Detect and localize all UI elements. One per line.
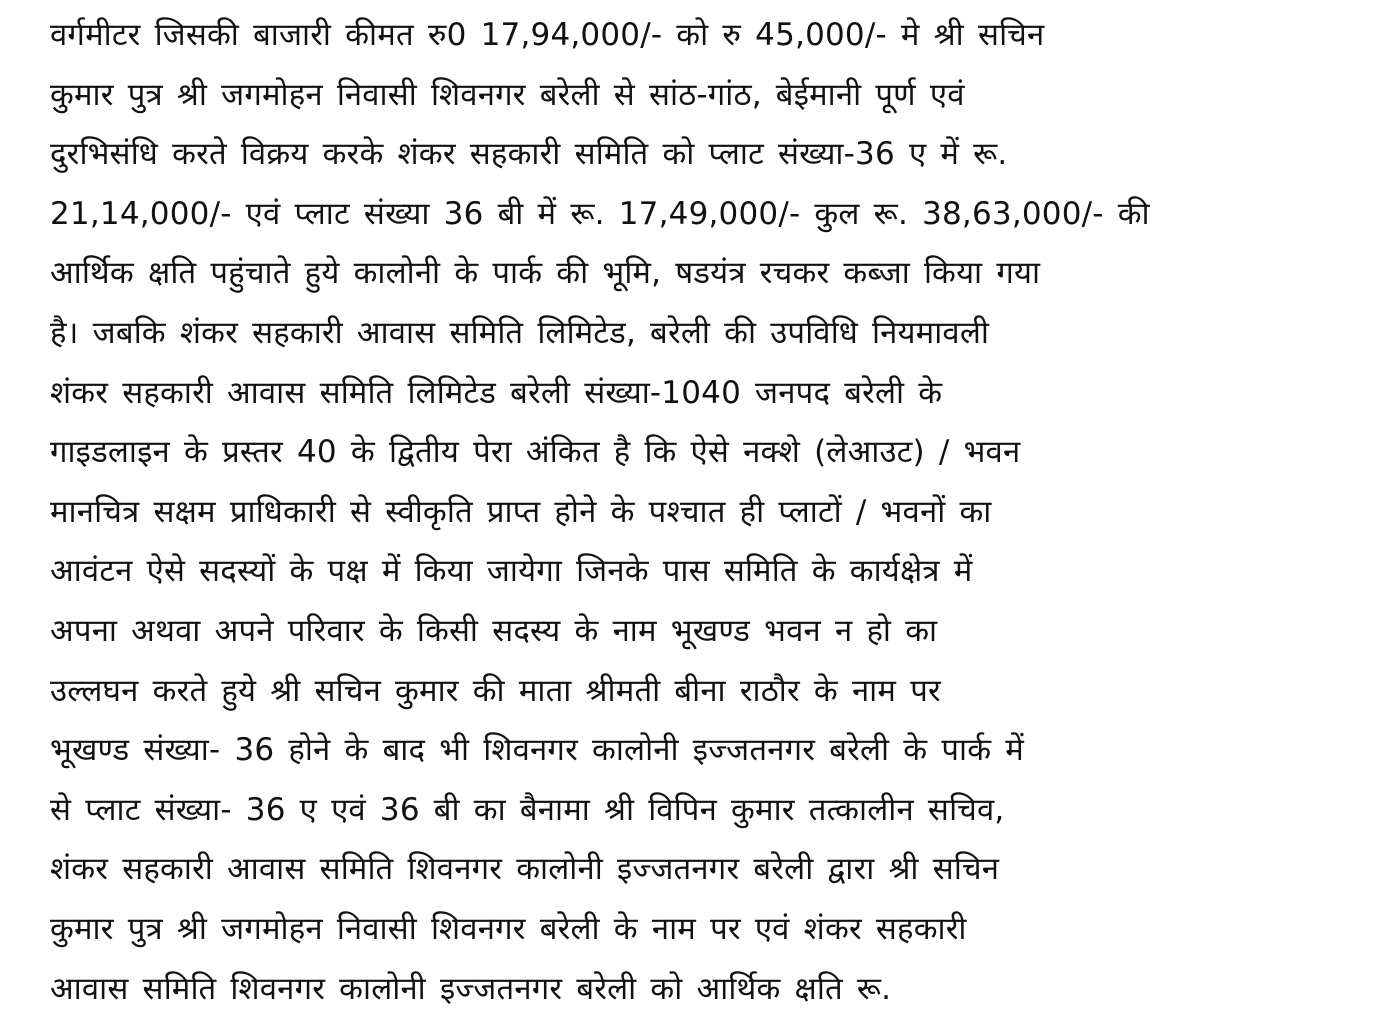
- text-line-15: शंकर सहकारी आवास समिति शिवनगर कालोनी इज्जतनगर बरेली द्वारा श्री सचिन: [50, 851, 1000, 888]
- body-paragraph: [50, 6, 1370, 1019]
- text-line-14: से प्लाट संख्या- 36 ए एवं 36 बी का बैनामा श्री विपिन कुमार तत्कालीन सचिव,: [50, 791, 1005, 828]
- text-line-11: अपना अथवा अपने परिवार के किसी सदस्य के नाम भूखण्ड भवन न हो का: [50, 612, 938, 649]
- text-line-4: 21,14,000/- एवं प्लाट संख्या 36 बी में रू. 17,49,000/- कुल रू. 38,63,000/- की: [50, 195, 1150, 232]
- text-line-3: दुरभिसंधि करते विक्रय करके शंकर सहकारी समिति को प्लाट संख्या-36 ए में रू.: [50, 136, 1008, 173]
- text-line-6: है। जबकि शंकर सहकारी आवास समिति लिमिटेड, बरेली की उपविधि नियमावली: [50, 314, 990, 351]
- text-line-16: कुमार पुत्र श्री जगमोहन निवासी शिवनगर बरेली के नाम पर एवं शंकर सहकारी: [50, 910, 967, 947]
- text-line-1: वर्गमीटर जिसकी बाजारी कीमत रु0 17,94,000/- को रु 45,000/- मे श्री सचिन: [50, 17, 1045, 53]
- text-line-12: उल्लघन करते हुये श्री सचिन कुमार की माता श्रीमती बीना राठौर के नाम पर: [50, 672, 941, 709]
- text-line-9: मानचित्र सक्षम प्राधिकारी से स्वीकृति प्राप्त होने के पश्चात ही प्लाटों / भवनों का: [50, 493, 992, 530]
- text-line-5: आर्थिक क्षति पहुंचाते हुये कालोनी के पार्क की भूमि, षडयंत्र रचकर कब्जा किया गया: [50, 255, 1041, 292]
- text-line-8: गाइडलाइन के प्रस्तर 40 के द्वितीय पेरा अंकित है कि ऐसे नक्शे (लेआउट) / भवन: [50, 434, 1021, 471]
- text-line-17: आवास समिति शिवनगर कालोनी इज्जतनगर बरेली को आर्थिक क्षति रू.: [50, 970, 892, 1007]
- text-line-10: आवंटन ऐसे सदस्यों के पक्ष में किया जायेगा जिनके पास समिति के कार्यक्षेत्र में: [50, 553, 973, 590]
- text-line-7: शंकर सहकारी आवास समिति लिमिटेड बरेली संख्या-1040 जनपद बरेली के: [50, 374, 943, 411]
- text-line-13: भूखण्ड संख्या- 36 होने के बाद भी शिवनगर कालोनी इज्जतनगर बरेली के पार्क में: [50, 732, 1024, 769]
- text-line-2: कुमार पुत्र श्री जगमोहन निवासी शिवनगर बरेली से सांठ-गांठ, बेईमानी पूर्ण एवं: [50, 76, 965, 113]
